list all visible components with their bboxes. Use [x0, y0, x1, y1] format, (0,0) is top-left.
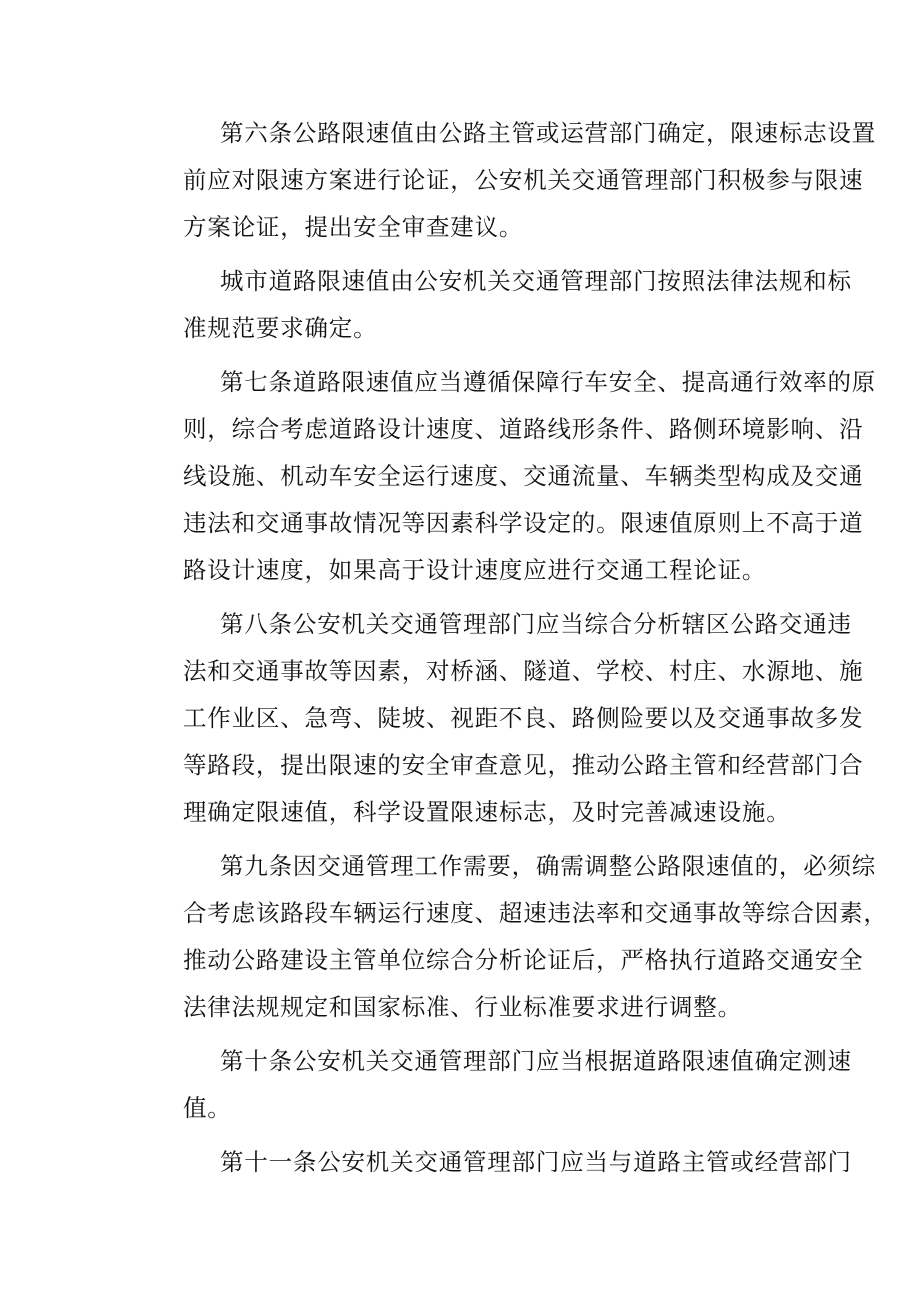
paragraph-article-11 [136, 1139, 852, 1186]
text-line: 前应对限速方案进行论证，公安机关交通管理部门积极参与限速 [183, 166, 864, 194]
text-line: 值。 [183, 1094, 232, 1122]
text-line: 第八条公安机关交通管理部门应当综合分析辖区公路交通违 [220, 610, 852, 638]
text-line: 线设施、机动车安全运行速度、交通流量、车辆类型构成及交通 [183, 462, 864, 490]
paragraph-article-9 [136, 843, 888, 1031]
paragraph-article-7 [136, 359, 877, 594]
text-line: 理确定限速值，科学设置限速标志，及时完善减速设施。 [183, 798, 791, 826]
text-line: 违法和交通事故情况等因素科学设定的。限速值原则上不高于道 [183, 509, 864, 537]
text-line: 法和交通事故等因素，对桥涵、隧道、学校、村庄、水源地、施 [183, 657, 864, 685]
text-line: 准规范要求确定。 [183, 314, 378, 342]
text-line: 第六条公路限速值由公路主管或运营部门确定，限速标志设置 [220, 119, 877, 147]
paragraph-article-8 [136, 601, 864, 836]
paragraph-article-6 [136, 110, 877, 251]
text-line: 城市道路限速值由公安机关交通管理部门按照法律法规和标 [220, 267, 852, 295]
text-line: 工作业区、急弯、陡坡、视距不良、路侧险要以及交通事故多发 [183, 704, 864, 732]
document-body [136, 110, 888, 1193]
text-line: 第九条因交通管理工作需要，确需调整公路限速值的，必须综 [220, 852, 877, 880]
text-line: 推动公路建设主管单位综合分析论证后，严格执行道路交通安全 [183, 946, 864, 974]
text-line: 方案论证，提出安全审查建议。 [183, 213, 524, 241]
paragraph-article-10 [136, 1038, 852, 1132]
text-line: 第十一条公安机关交通管理部门应当与道路主管或经营部门 [220, 1148, 852, 1176]
text-line: 则，综合考虑道路设计速度、道路线形条件、路侧环境影响、沿 [183, 415, 864, 443]
text-line: 第十条公安机关交通管理部门应当根据道路限速值确定测速 [220, 1047, 852, 1075]
text-line: 法律法规规定和国家标准、行业标准要求进行调整。 [183, 993, 742, 1021]
text-line: 路设计速度，如果高于设计速度应进行交通工程论证。 [183, 556, 767, 584]
text-line: 第七条道路限速值应当遵循保障行车安全、提高通行效率的原 [220, 368, 877, 396]
text-line: 合考虑该路段车辆运行速度、超速违法率和交通事故等综合因素， [183, 899, 888, 927]
paragraph-urban-road-limit [136, 258, 852, 352]
text-line: 等路段，提出限速的安全审查意见，推动公路主管和经营部门合 [183, 751, 864, 779]
